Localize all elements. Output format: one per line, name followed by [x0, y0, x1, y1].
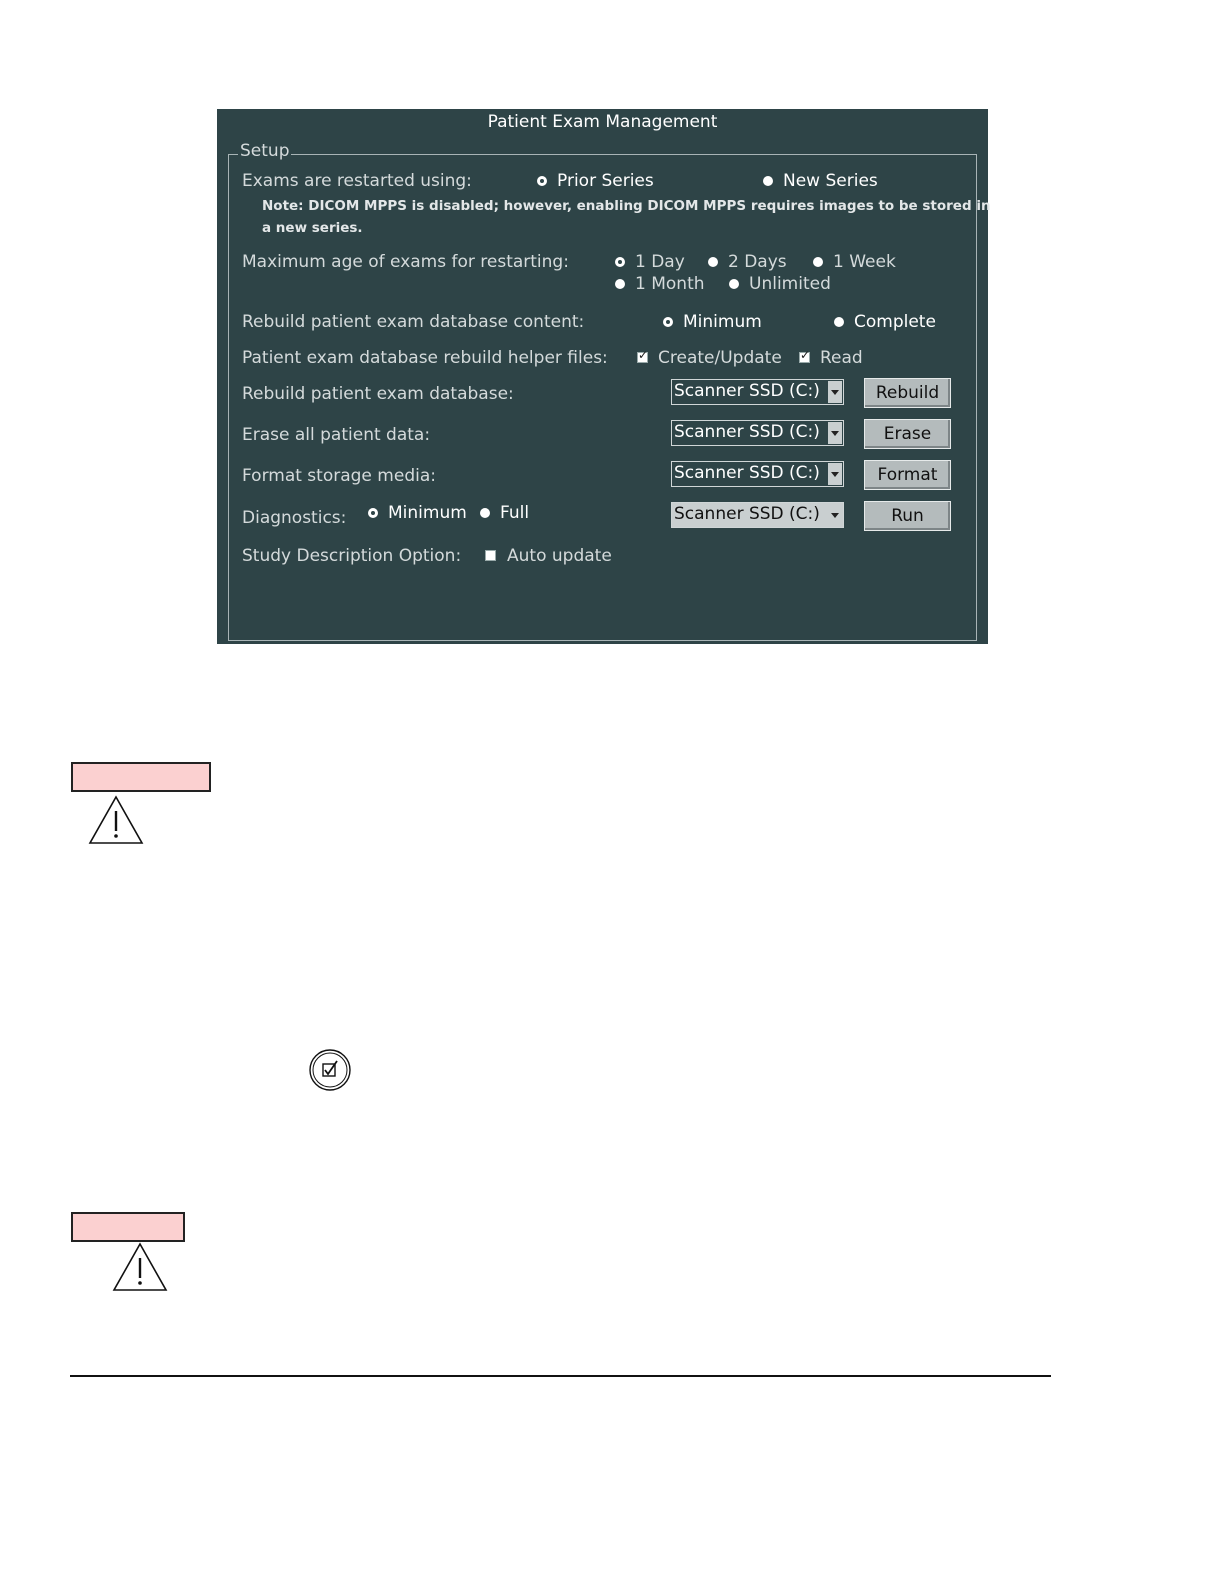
rebuild-complete-radio[interactable]: [834, 317, 844, 327]
mpps-note-line1: Note: DICOM MPPS is disabled; however, enabling DICOM MPPS requires images to be stored in: [262, 198, 991, 214]
two-days-label[interactable]: 2 Days: [728, 252, 787, 272]
rebuild-drive-select[interactable]: [671, 379, 844, 405]
one-month-radio[interactable]: [615, 279, 625, 289]
diag-minimum-radio[interactable]: [368, 508, 378, 518]
one-month-label[interactable]: 1 Month: [635, 274, 705, 294]
rebuild-minimum-label[interactable]: Minimum: [683, 312, 762, 332]
caution-label-box: [71, 1212, 185, 1242]
rebuild-db-label: Rebuild patient exam database:: [242, 384, 514, 404]
new-series-radio[interactable]: [763, 176, 773, 186]
chevron-down-icon[interactable]: [828, 381, 842, 403]
erase-label: Erase all patient data:: [242, 425, 431, 445]
auto-update-checkbox[interactable]: [485, 550, 496, 561]
two-days-radio[interactable]: [708, 257, 718, 267]
rebuild-drive-value: Scanner SSD (C:): [674, 381, 820, 401]
prior-series-radio[interactable]: [537, 176, 547, 186]
create-update-label[interactable]: Create/Update: [658, 348, 782, 368]
read-label[interactable]: Read: [820, 348, 863, 368]
diagnostics-drive-select[interactable]: [671, 502, 844, 528]
rebuild-minimum-radio[interactable]: [663, 317, 673, 327]
caution-triangle-icon: [112, 1242, 168, 1292]
one-day-label[interactable]: 1 Day: [635, 252, 685, 272]
chevron-down-icon[interactable]: [828, 504, 842, 526]
diag-full-label[interactable]: Full: [500, 503, 530, 523]
warning-triangle-icon: [88, 795, 144, 845]
circled-checkbox-icon: [308, 1048, 352, 1092]
erase-drive-value: Scanner SSD (C:): [674, 422, 820, 442]
restart-label: Exams are restarted using:: [242, 171, 472, 191]
diagnostics-label: Diagnostics:: [242, 508, 347, 528]
create-update-checkbox[interactable]: [637, 352, 648, 363]
patient-exam-management-dialog: [217, 109, 991, 644]
erase-button[interactable]: Erase: [864, 419, 951, 449]
unlimited-radio[interactable]: [729, 279, 739, 289]
study-description-label: Study Description Option:: [242, 546, 462, 566]
rebuild-button[interactable]: Rebuild: [864, 378, 951, 408]
read-checkbox[interactable]: [799, 352, 810, 363]
auto-update-label[interactable]: Auto update: [507, 546, 612, 566]
format-label: Format storage media:: [242, 466, 436, 486]
one-day-radio[interactable]: [615, 257, 625, 267]
dialog-title: Patient Exam Management: [487, 112, 718, 132]
diag-minimum-label[interactable]: Minimum: [388, 503, 467, 523]
erase-drive-select[interactable]: [671, 420, 844, 446]
diag-full-radio[interactable]: [480, 508, 490, 518]
unlimited-label[interactable]: Unlimited: [749, 274, 831, 294]
max-age-label: Maximum age of exams for restarting:: [242, 252, 569, 272]
rebuild-content-label: Rebuild patient exam database content:: [242, 312, 585, 332]
format-button[interactable]: Format: [864, 460, 951, 490]
new-series-label[interactable]: New Series: [783, 171, 878, 191]
chevron-down-icon[interactable]: [828, 422, 842, 444]
setup-group-label: Setup: [240, 141, 290, 161]
run-button[interactable]: Run: [864, 501, 951, 531]
diagnostics-drive-value: Scanner SSD (C:): [674, 504, 820, 524]
mpps-note-line2: a new series.: [262, 220, 363, 236]
rebuild-complete-label[interactable]: Complete: [854, 312, 936, 332]
helper-files-label: Patient exam database rebuild helper files:: [242, 348, 608, 368]
one-week-radio[interactable]: [813, 257, 823, 267]
warning-label-box: [71, 762, 211, 792]
chevron-down-icon[interactable]: [828, 463, 842, 485]
one-week-label[interactable]: 1 Week: [833, 252, 896, 272]
format-drive-select[interactable]: [671, 461, 844, 487]
format-drive-value: Scanner SSD (C:): [674, 463, 820, 483]
prior-series-label[interactable]: Prior Series: [557, 171, 654, 191]
page-divider: [70, 1375, 1051, 1377]
